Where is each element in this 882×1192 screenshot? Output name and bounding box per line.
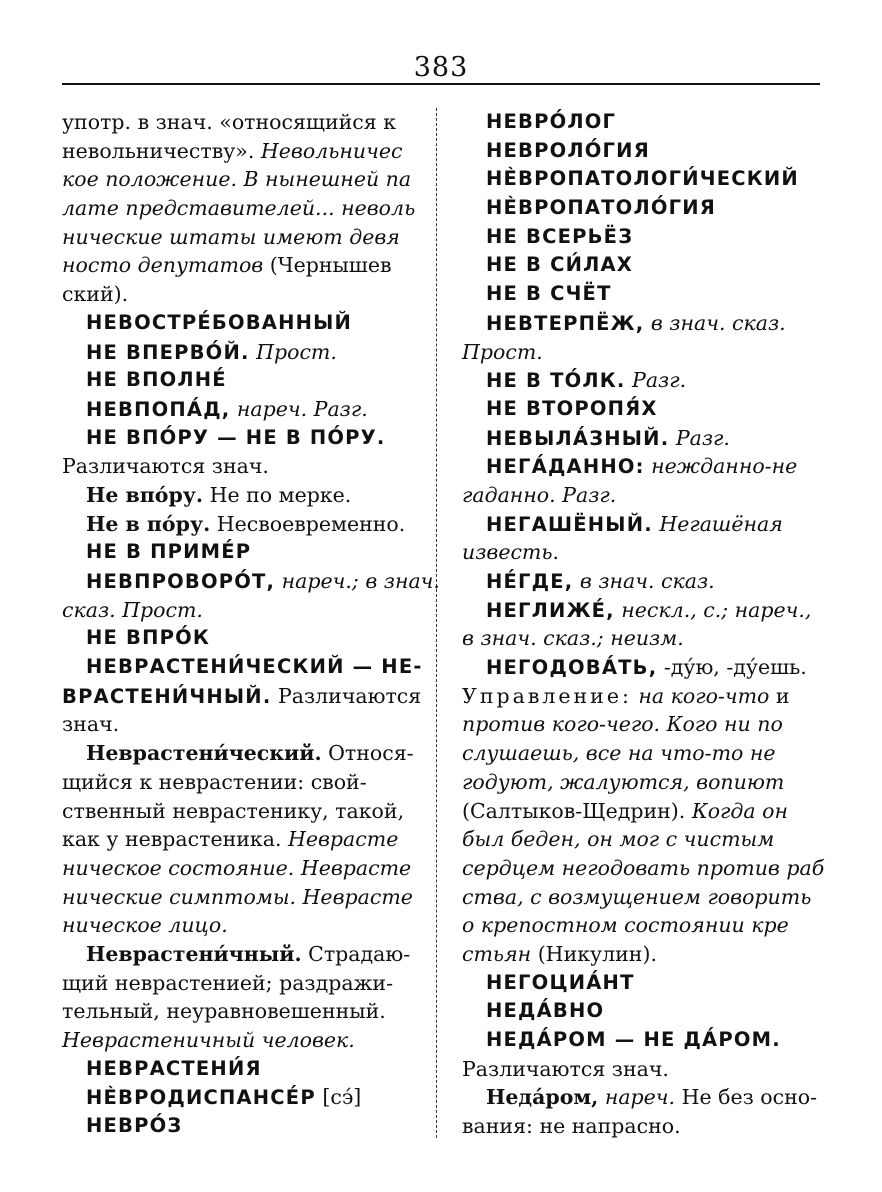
left-column xyxy=(62,108,440,1141)
text-line: тельный, неуравновешенный. xyxy=(62,999,386,1024)
entry-line: НЕ В ТО́ЛК. Разг. xyxy=(486,368,687,393)
headword: НЀВРОПАТОЛО́ГИЯ xyxy=(486,196,716,220)
example-line: сердцем негодовать против раб xyxy=(462,855,825,880)
headword: НЕВРО́З xyxy=(86,1114,183,1138)
text-line: невольничеству». Невольничес xyxy=(62,138,403,163)
headword: НЕ В ПРИМЕ́Р xyxy=(86,540,252,564)
headword: НЕГОЦИА́НТ xyxy=(486,970,635,994)
column-divider xyxy=(436,108,437,1138)
text-line: щийся к неврастении: свой- xyxy=(62,769,367,794)
right-column xyxy=(462,108,825,1141)
text-line: Различаются знач. xyxy=(62,454,269,479)
headword: НЕДА́ВНО xyxy=(486,999,605,1023)
sense-line: Не в по́ру. Несвоевременно. xyxy=(86,511,406,536)
headword: НЕ ВПО́РУ — НЕ В ПО́РУ. xyxy=(86,425,386,449)
example-line: слушаешь, все на что-то не xyxy=(462,741,776,766)
example-line: нические симптомы. Неврасте xyxy=(62,884,413,909)
entry-line: НЕГАШЁНЫЙ. Негашёная xyxy=(486,511,783,536)
header-rule xyxy=(62,83,820,85)
example-line: годуют, жалуются, вопиют xyxy=(462,769,785,794)
text-line: знач. xyxy=(62,712,120,737)
example-line: был беден, он мог с чистым xyxy=(462,827,775,852)
example-line: ства, с возмущением говорить xyxy=(462,884,812,909)
entry-line: НЕ ВПЕРВО́Й. Прост. xyxy=(86,339,337,364)
headword: НЕВРАСТЕНИ́ЧЕСКИЙ — НЕ- xyxy=(86,655,423,679)
text-line: носто депутатов (Чернышев xyxy=(62,253,392,278)
headword: НЕВРОЛО́ГИЯ xyxy=(486,138,650,162)
text-line: стьян (Никулин). xyxy=(462,941,657,966)
headword: НЕ ВПОЛНЕ́ xyxy=(86,368,227,392)
entry-line: НЕГОДОВА́ТЬ, -ду́ю, -ду́ешь. xyxy=(486,655,807,680)
text-line: ственный неврастенику, такой, xyxy=(62,798,405,823)
sense-line: Неда́ром, нареч. Не без осно- xyxy=(486,1085,818,1110)
headword: НЕВОСТРЕ́БОВАННЫЙ xyxy=(86,310,353,334)
entry-line: НЕВТЕРПЁЖ, в знач. сказ. xyxy=(486,310,786,335)
example-line: Неврастеничный человек. xyxy=(62,1028,355,1052)
page-number: 383 xyxy=(413,52,469,83)
entry-line: НЕГА́ДАННО: нежданно-не xyxy=(486,454,798,479)
headword: НЕ ВПРО́К xyxy=(86,626,211,650)
text-line: вания: не напрасно. xyxy=(462,1114,681,1139)
text-line: известь. xyxy=(462,540,560,565)
example-line: ническое лицо. xyxy=(62,913,228,938)
example-line: ническое состояние. Неврасте xyxy=(62,855,412,880)
text-line: щий неврастенией; раздражи- xyxy=(62,970,394,995)
headword: НЕДА́РОМ — НЕ ДА́РОМ. xyxy=(486,1028,781,1051)
text-line: гаданно. Разг. xyxy=(462,482,617,507)
headword: НЀВРОПАТОЛОГИ́ЧЕСКИЙ xyxy=(486,167,799,191)
text-line: употр. в знач. «относящийся к xyxy=(62,110,397,134)
example-line: против кого-чего. Кого ни по xyxy=(462,712,783,737)
sense-line: Неврастени́чный. Страдаю- xyxy=(86,941,411,966)
entry-line: ВРАСТЕНИ́ЧНЫЙ. Различаются xyxy=(62,683,422,708)
entry-line: НЕВПРОВОРО́Т, нареч.; в знач. xyxy=(86,569,440,593)
text-line: как у неврастеника. Неврасте xyxy=(62,827,399,852)
headword: НЕ ВТОРОПЯ́Х xyxy=(486,396,658,420)
headword: НЕ В СЧЁТ xyxy=(486,282,612,306)
text-line: в знач. сказ.; неизм. xyxy=(462,626,684,651)
entry-line: НЀВРОДИСПАНСЕ́Р [сэ́] xyxy=(86,1085,362,1110)
sense-line: Не впо́ру. Не по мерке. xyxy=(86,482,352,507)
text-line: Прост. xyxy=(462,339,543,364)
text-line: Различаются знач. xyxy=(462,1056,669,1081)
sense-line: Неврастени́ческий. Относя- xyxy=(86,741,414,766)
headword: НЕ В СИ́ЛАХ xyxy=(486,253,634,277)
example-line: лате представителей... неволь xyxy=(62,196,416,221)
headword: НЕВРО́ЛОГ xyxy=(486,110,617,133)
text-line: сказ. Прост. xyxy=(62,597,203,622)
text-line: ский). xyxy=(62,282,129,307)
entry-line: НЕВПОПА́Д, нареч. Разг. xyxy=(86,396,368,421)
example-line: нические штаты имеют девя xyxy=(62,224,400,249)
entry-line: НЕ́ГДЕ, в знач. сказ. xyxy=(486,569,715,593)
headword: НЕВРАСТЕНИ́Я xyxy=(86,1056,262,1080)
text-line: (Салтыков-Щедрин). Когда он xyxy=(462,798,788,823)
entry-line: НЕГЛИЖЕ́, нескл., с.; нареч., xyxy=(486,597,812,622)
entry-line: НЕВЫЛА́ЗНЫЙ. Разг. xyxy=(486,425,730,450)
headword: НЕ ВСЕРЬЁЗ xyxy=(486,224,634,248)
example-line: кое положение. В нынешней па xyxy=(62,167,412,192)
text-line: Управление: на кого-что и xyxy=(462,683,790,708)
example-line: о крепостном состоянии кре xyxy=(462,913,789,938)
